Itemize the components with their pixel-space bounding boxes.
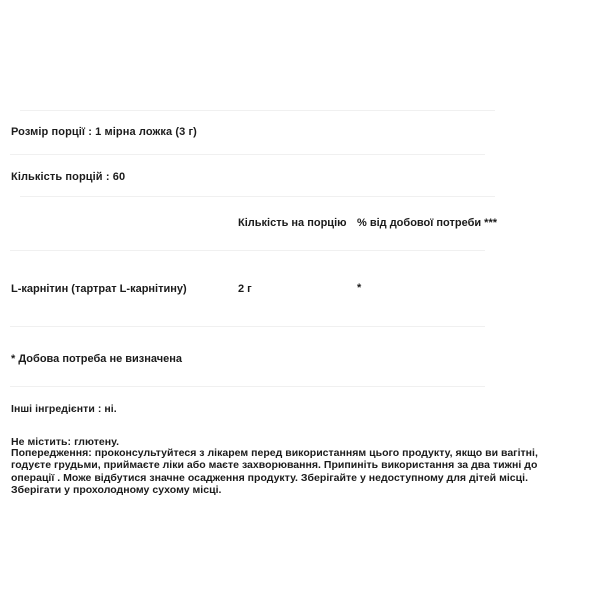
serving-size-row — [0, 110, 600, 154]
divider-below-footnote — [10, 386, 485, 387]
other-ingredients-text: Інші інгредієнти : ні. — [11, 403, 117, 415]
serving-size-text: Розмір порції : 1 мірна ложка (3 г) — [11, 126, 197, 138]
servings-per-container-text: Кількість порцій : 60 — [11, 171, 126, 183]
nutrient-amount: 2 г — [238, 282, 252, 295]
servings-per-container-row — [0, 155, 600, 199]
daily-value-footnote: * Добова потреба не визначена — [11, 353, 183, 365]
table-header-row — [0, 196, 600, 250]
warning-text: Попередження: проконсультуйтеся з лікарем перед використанням цього продукту, якщо ви вагітні, годуєте грудьми, приймаєте ліки або маєте захворювання. Припиніть використання за два тижні до операції . Може відбутися значне осадження продукту. Зберігайте у недоступному для дітей місці. Зберігати у прохолодному сухому місці. — [11, 447, 538, 497]
serving-info-block — [0, 110, 600, 199]
divider-below-table-row — [10, 326, 485, 327]
nutrient-daily-value: * — [357, 282, 362, 294]
table-header-amount-per-serving: Кількість на порцію — [238, 217, 347, 229]
table-header-daily-value: % від добової потреби *** — [357, 217, 498, 229]
free-from-text: Не містить: глютену. — [11, 436, 120, 448]
nutrient-name: L-карнітин (тартрат L-карнітину) — [11, 282, 187, 295]
nutrient-table — [0, 196, 600, 327]
table-row — [0, 251, 600, 326]
